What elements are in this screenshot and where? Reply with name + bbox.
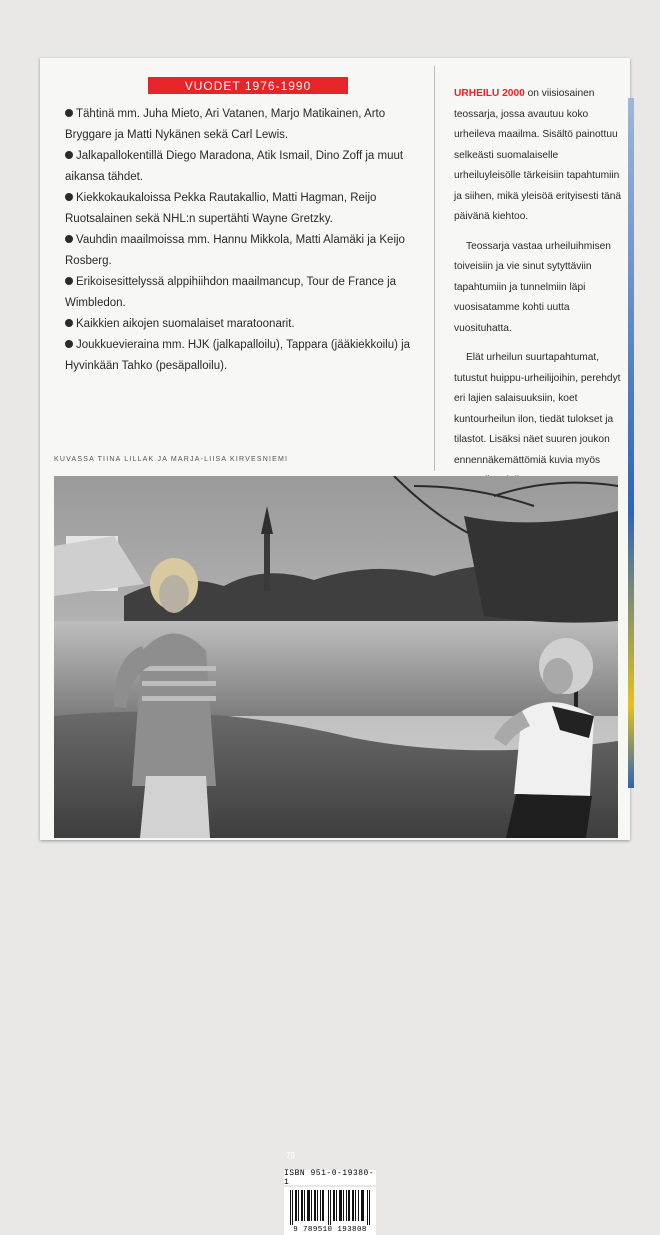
bullet-icon — [65, 340, 73, 348]
barcode — [284, 1187, 376, 1235]
description-paragraph: Teossarja vastaa urheiluihmisen toiveisiin ja vie sinut sytyttäviin tapahtumiin ja tunnelmiin läpi vuosisatamme kohti uutta vuosituhatta. — [454, 240, 611, 334]
bullet-icon — [65, 319, 73, 327]
column-divider — [434, 66, 435, 471]
list-item: Erikoisesittelyssä alppihiihdon maailmancup, Tour de France ja Wimbledon. — [65, 276, 397, 309]
description-paragraph: URHEILU 2000 on viisiosainen teossarja, jossa avautuu koko urheileva maailma. Sisältö painottuu selkeästi suomalaiselle urheiluyleisölle tärkeisiin tapahtumiin ja siihen, mikä yleisöä erityisesti tänä päivänä kiehtoo. — [454, 88, 622, 222]
photo-credit: KUVASSA TIINA LILLAK JA MARJA-LIISA KIRVESNIEMI — [54, 456, 289, 463]
list-item: Joukkuevieraina mm. HJK (jalkapalloilu), Tappara (jääkiekkoilu) ja Hyvinkään Tahko (pesäpalloilu). — [65, 339, 411, 372]
cover-photo-illustration — [54, 476, 618, 838]
list-item: Vauhdin maailmoissa mm. Hannu Mikkola, Matti Alamäki ja Keijo Rosberg. — [65, 234, 405, 267]
era-banner: VUODET 1976-1990 — [148, 77, 348, 94]
isbn-label: ISBN 951-0-19380-1 — [284, 1168, 375, 1187]
highlights-list — [64, 104, 420, 377]
bullet-icon — [65, 109, 73, 117]
list-item: Kaikkien aikojen suomalaiset maratoonarit. — [64, 314, 420, 335]
book-back-cover — [40, 58, 630, 1234]
list-item: Jalkapallokentillä Diego Maradona, Atik Ismail, Dino Zoff ja muut aikansa tähdet. — [65, 150, 404, 183]
description-paragraph: Elät urheilun suurtapahtumat, tutustut huippu-urheilijoihin, perehdyt eri lajien salaisuuksiin, koet kuntourheilun ilon, tiedät tulokset ja tilastot. Lisäksi näet suuren joukon ennennäkemättömiä kuvia myös — [454, 352, 621, 466]
page-number: 79 — [286, 1151, 295, 1160]
bullet-icon — [65, 151, 73, 159]
barcode-icon — [284, 1187, 376, 1225]
series-description — [454, 84, 624, 501]
bullet-icon — [65, 193, 73, 201]
cover-photo — [54, 476, 618, 1234]
bullet-icon — [65, 277, 73, 285]
cover-edge-stripe — [628, 98, 634, 788]
bullet-icon — [65, 235, 73, 243]
list-item: Tähtinä mm. Juha Mieto, Ari Vatanen, Marjo Matikainen, Arto Bryggare ja Matti Nykänen sekä Carl Lewis. — [65, 108, 386, 141]
series-brand: URHEILU 2000 — [454, 88, 525, 99]
list-item: Kiekkokaukaloissa Pekka Rautakallio, Matti Hagman, Reijo Ruotsalainen sekä NHL:n supertähti Wayne Gretzky. — [65, 192, 377, 225]
barcode-number: 9 789510 193808 — [293, 1226, 367, 1234]
